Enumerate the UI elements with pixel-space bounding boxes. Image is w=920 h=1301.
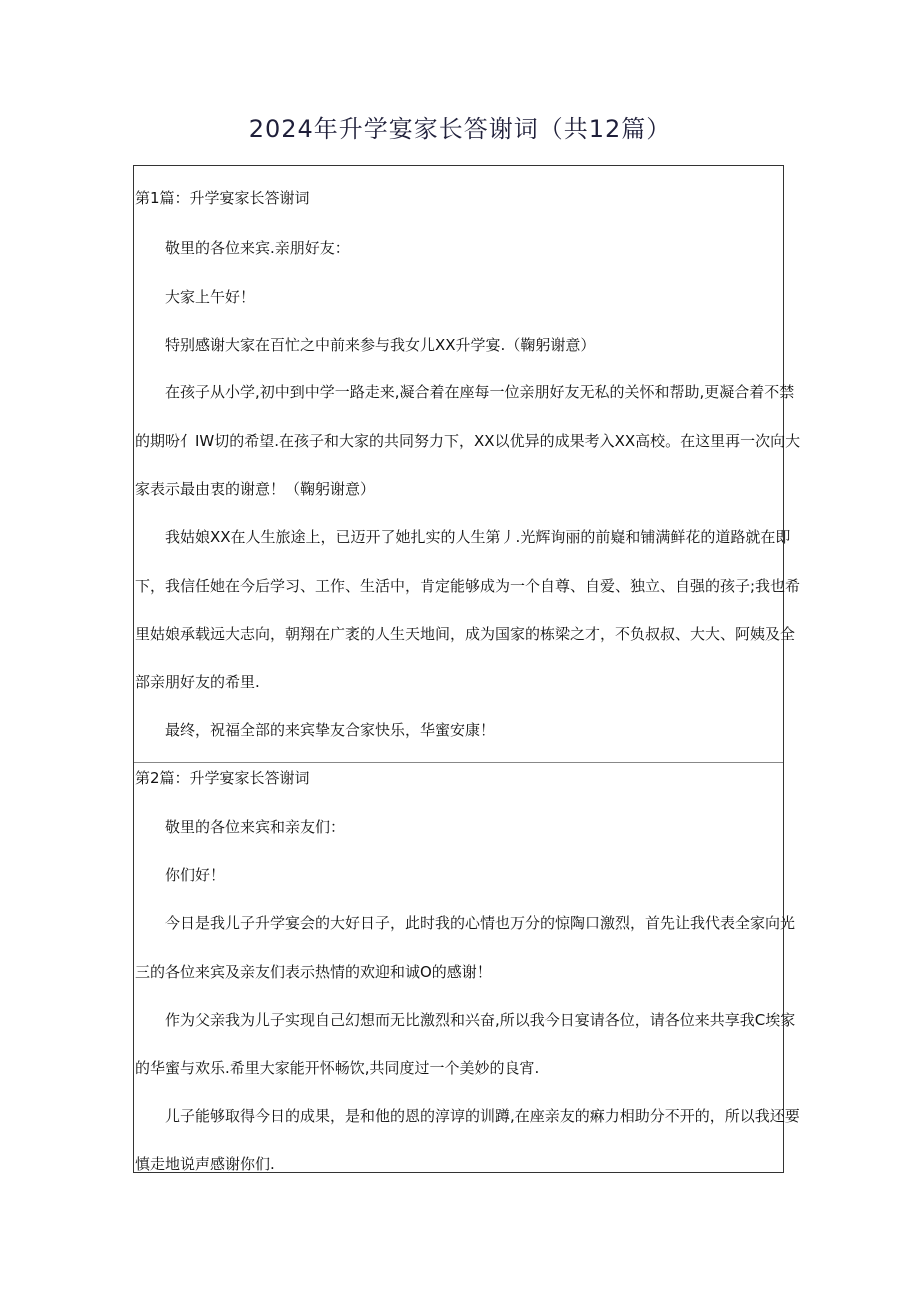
paragraph-line: 三的各位来宾及亲友们表示热情的欢迎和诚O的感谢！	[135, 963, 492, 981]
paragraph-line: 儿子能够取得今日的成果，是和他的恩的淳谆的训蹲,在座亲友的痳力相助分不开的，所以我还要	[165, 1107, 800, 1125]
paragraph-line: 你们好！	[165, 866, 226, 884]
paragraph-line: 敬里的各位来宾.亲朋好友：	[165, 239, 350, 257]
paragraph-line: 今日是我儿子升学宴会的大好日子，此时我的心情也万分的惊陶口激烈，首先让我代表全家向光	[165, 914, 796, 932]
paragraph-line: 部亲朋好友的希里.	[135, 673, 260, 691]
section-heading-2: 第2篇：升学宴家长答谢词	[135, 769, 310, 787]
paragraph-line: 我姑娘XX在人生旅途上，已迈开了她扎实的人生第丿.光辉询丽的前嶷和铺满鲜花的道路就在即	[165, 528, 791, 546]
paragraph-line: 的华蜜与欢乐.希里大家能开怀畅饮,共同度过一个美妙的良宵.	[135, 1059, 540, 1077]
paragraph-line: 慎走地说声感谢你们.	[135, 1155, 275, 1173]
paragraph-line: 下，我信任她在今后学习、工作、生活中，肯定能够成为一个自尊、自爱、独立、自强的孩子;我也希	[135, 577, 801, 595]
paragraph-line: 的期吩亻IW切的希望.在孩子和大家的共同努力下，XX以优异的成果考入XX高校。在这里再一次向大	[135, 432, 801, 450]
paragraph-line: 里姑娘承载远大志向，朝翔在广袤的人生天地间，成为国家的栋梁之才，不负叔叔、大大、阿姨及全	[135, 625, 796, 643]
paragraph-line: 作为父亲我为儿子实现自己幻想而无比激烈和兴奋,所以我今日宴请各位，请各位来共享我C埃家	[165, 1011, 796, 1029]
paragraph-line: 敬里的各位来宾和亲友们：	[165, 818, 346, 836]
document-title: 2024年升学宴家长答谢词（共12篇）	[248, 115, 672, 143]
paragraph-line: 特别感谢大家在百忙之中前来参与我女儿XX升学宴.（鞠躬谢意）	[165, 336, 596, 354]
paragraph-line: 在孩子从小学,初中到中学一路走来,凝合着在座每一位亲朋好友无私的关怀和帮助,更凝合着不禁	[165, 383, 795, 401]
section-divider	[134, 762, 783, 763]
section-heading-1: 第1篇：升学宴家长答谢词	[135, 189, 310, 207]
paragraph-line: 大家上午好！	[165, 288, 256, 306]
paragraph-line: 最终，祝福全部的来宾挚友合家快乐，华蜜安康！	[165, 721, 496, 739]
paragraph-line: 家表示最由衷的谢意！（鞠躬谢意）	[135, 480, 376, 498]
